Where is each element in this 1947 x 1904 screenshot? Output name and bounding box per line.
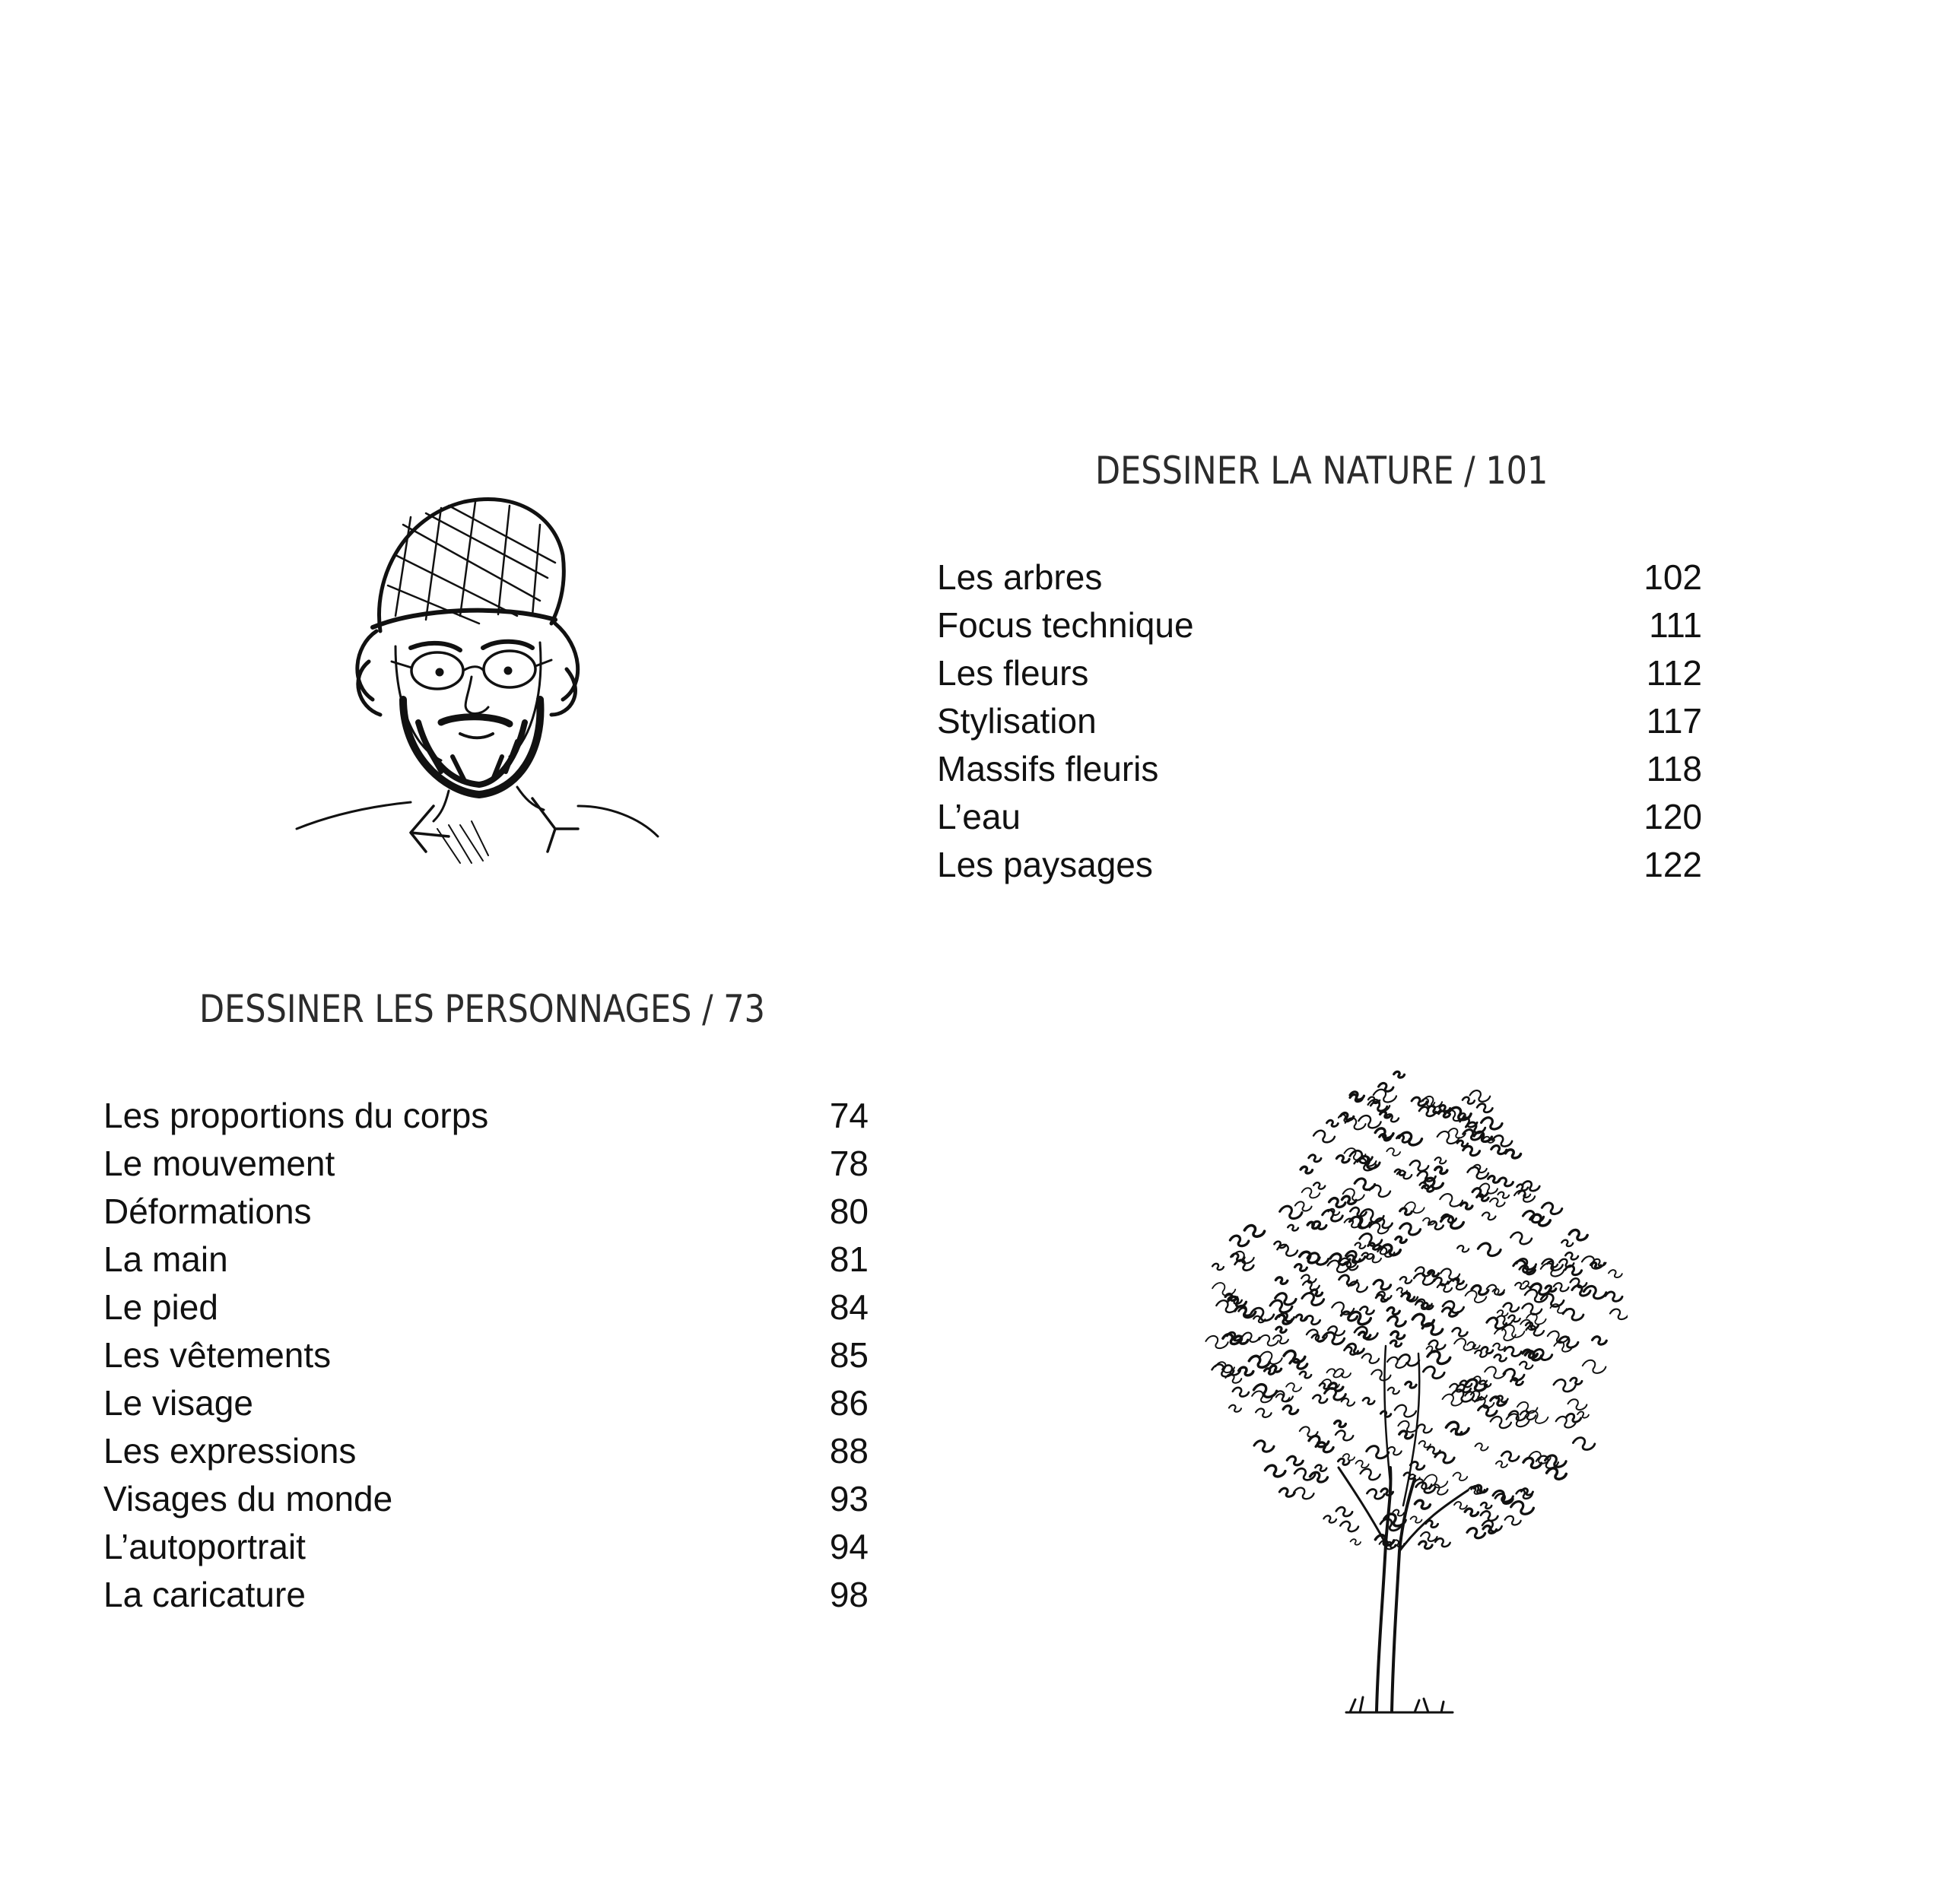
- toc-entry[interactable]: [103, 1236, 869, 1284]
- toc-entry-page: 85: [829, 1335, 869, 1375]
- toc-entry-page: 84: [829, 1287, 869, 1327]
- toc-entry-page: 120: [1644, 797, 1702, 836]
- toc-entry[interactable]: [937, 649, 1702, 697]
- toc-entry-page: 81: [829, 1239, 869, 1279]
- toc-entry[interactable]: [937, 793, 1702, 841]
- toc-entry[interactable]: [103, 1284, 869, 1331]
- toc-entry-label: La caricature: [103, 1575, 306, 1614]
- toc-entry-page: 111: [1649, 605, 1702, 645]
- toc-entry-label: Le pied: [103, 1287, 218, 1327]
- toc-entry-page: 86: [829, 1383, 869, 1423]
- toc-entry[interactable]: [103, 1092, 869, 1140]
- tree-foliage: [1205, 1071, 1628, 1549]
- toc-entry[interactable]: [937, 554, 1702, 601]
- toc-entry-label: Le visage: [103, 1383, 253, 1423]
- toc-entry[interactable]: [103, 1379, 869, 1427]
- toc-entry[interactable]: [103, 1523, 869, 1571]
- portrait-sketch-illustration: [289, 471, 669, 867]
- toc-entry-label: Les arbres: [937, 557, 1103, 597]
- toc-entry-label: La main: [103, 1239, 228, 1279]
- toc-entry-page: 94: [829, 1527, 869, 1566]
- toc-entry[interactable]: [103, 1427, 869, 1475]
- toc-entry-page: 74: [829, 1096, 869, 1135]
- toc-entry-page: 102: [1644, 557, 1702, 597]
- toc-entry[interactable]: [103, 1188, 869, 1236]
- toc-entry[interactable]: [103, 1475, 869, 1523]
- toc-entry[interactable]: [937, 841, 1702, 889]
- toc-entry-page: 78: [829, 1144, 869, 1183]
- toc-entry-page: 118: [1646, 749, 1702, 789]
- toc-entry-label: Les paysages: [937, 845, 1153, 884]
- toc-entry-label: Les fleurs: [937, 653, 1089, 693]
- toc-entry-label: Les proportions du corps: [103, 1096, 489, 1135]
- toc-entry-page: 98: [829, 1575, 869, 1614]
- toc-entry-page: 80: [829, 1192, 869, 1231]
- toc-entry[interactable]: [937, 745, 1702, 793]
- toc-entry-page: 117: [1646, 701, 1702, 741]
- toc-entry-label: Les expressions: [103, 1431, 357, 1471]
- toc-entry-page: 93: [829, 1479, 869, 1518]
- section-title-personnages: DESSINER LES PERSONNAGES / 73: [199, 987, 765, 1031]
- toc-entry-label: L’autoportrait: [103, 1527, 306, 1566]
- toc-entry-page: 122: [1644, 845, 1702, 884]
- toc-entry-label: Les vêtements: [103, 1335, 332, 1375]
- toc-list-nature: [937, 554, 1702, 889]
- toc-entry-label: Focus technique: [937, 605, 1194, 645]
- toc-entry[interactable]: [103, 1571, 869, 1619]
- toc-entry[interactable]: [937, 601, 1702, 649]
- toc-list-personnages: [103, 1092, 869, 1619]
- toc-entry-label: Massifs fleuris: [937, 749, 1159, 789]
- toc-entry-label: L’eau: [937, 797, 1021, 836]
- toc-entry-label: Le mouvement: [103, 1144, 335, 1183]
- toc-entry[interactable]: [937, 697, 1702, 745]
- section-title-nature: DESSINER LA NATURE / 101: [1095, 449, 1548, 493]
- toc-entry-label: Stylisation: [937, 701, 1097, 741]
- toc-entry-page: 88: [829, 1431, 869, 1471]
- tree-sketch-illustration: [1186, 1057, 1628, 1726]
- toc-entry-label: Déformations: [103, 1192, 312, 1231]
- toc-entry[interactable]: [103, 1140, 869, 1188]
- toc-entry-label: Visages du monde: [103, 1479, 393, 1518]
- toc-entry[interactable]: [103, 1331, 869, 1379]
- toc-entry-page: 112: [1646, 653, 1702, 693]
